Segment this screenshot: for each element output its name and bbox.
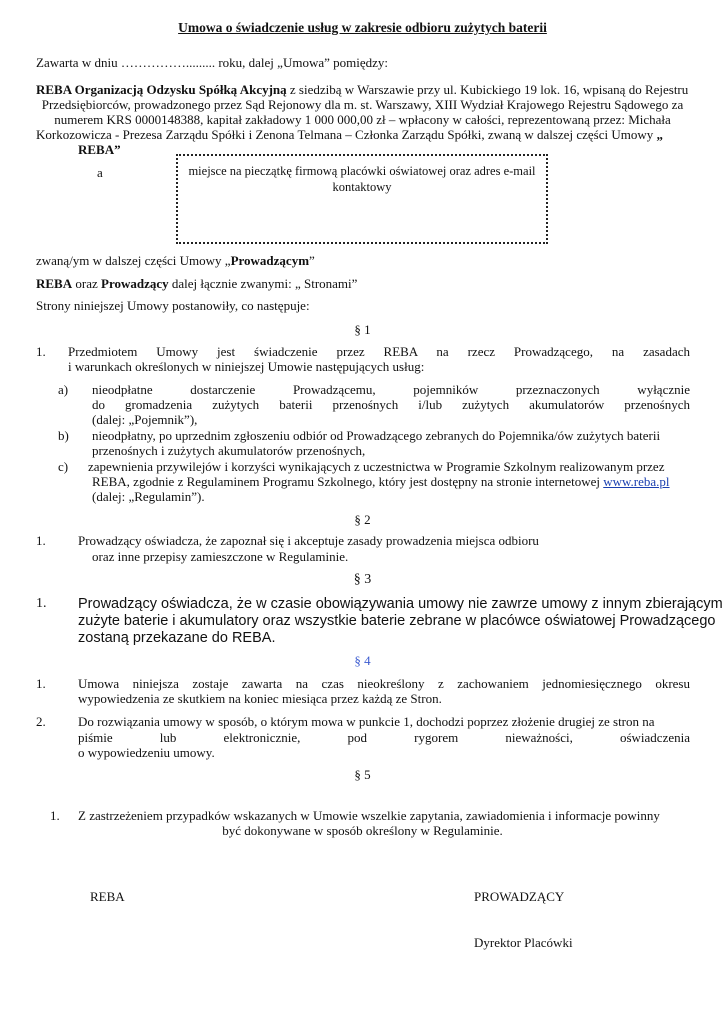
- reba-party-line-5: REBA”: [78, 142, 121, 157]
- signature-right-label: PROWADZĄCY: [474, 889, 565, 904]
- section-4-p2-line-1: Do rozwiązania umowy w sposób, o którym mowa w punkcie 1, dochodzi poprzez złożenie drugiej ze stron na: [78, 714, 655, 729]
- section-1-num: 1.: [36, 344, 46, 359]
- section-4-heading: § 4: [354, 653, 371, 668]
- section-4-p2-line-3: o wypowiedzeniu umowy.: [78, 745, 215, 760]
- stamp-box-text: miejsce na pieczątkę firmową placówki oświatowej oraz adres e-mail kontaktowy: [188, 164, 536, 194]
- section-5-line-1: Z zastrzeżeniem przypadków wskazanych w Umowie wszelkie zapytania, zawiadomienia i informacje powinny: [78, 808, 660, 823]
- item-a-line-2: do gromadzenia zużytych baterii przenośnych i/lub zużytych akumulatorów przenośnych: [92, 397, 690, 412]
- operator-line: zwaną/ym w dalszej części Umowy „Prowadzącym”: [36, 253, 315, 268]
- item-c-label: c): [58, 459, 69, 474]
- and-label: a: [97, 165, 103, 180]
- section-2-heading: § 2: [354, 512, 371, 527]
- item-b-label: b): [58, 428, 69, 443]
- item-b-line-1: nieodpłatny, po uprzednim zgłoszeniu odbiór od Prowadzącego zebranych do Pojemnika/ów zużytych baterii: [92, 428, 661, 443]
- item-c-line-1: zapewnienia przywilejów i korzyści wynikających z uczestnictwa w Programie Szkolnym realizowanym przez: [88, 459, 665, 474]
- reba-party-line-2: Przedsiębiorców, prowadzonego przez Sąd Rejonowy dla m. st. Warszawy, XIII Wydział Krajowego Rejestru Sądowego za: [41, 97, 684, 112]
- parties-line: REBA oraz Prowadzący dalej łącznie zwanymi: „ Stronami”: [36, 276, 358, 291]
- section-4-p2-num: 2.: [36, 714, 46, 729]
- intro-line: Zawarta w dniu ……………......... roku, dalej „Umowa” pomiędzy:: [36, 55, 388, 70]
- section-2-line-1: Prowadzący oświadcza, że zapoznał się i akceptuje zasady prowadzenia miejsca odbioru: [78, 533, 539, 548]
- section-5-heading: § 5: [354, 767, 371, 782]
- agree-line: Strony niniejszej Umowy postanowiły, co następuje:: [36, 298, 310, 313]
- section-2-num: 1.: [36, 533, 46, 548]
- item-b-line-2: przenośnych i zużytych akumulatorów przenośnych,: [92, 443, 366, 458]
- section-5-line-2: być dokonywane w sposób określony w Regulaminie.: [222, 823, 503, 838]
- section-4-p1-line-1: Umowa niniejsza zostaje zawarta na czas nieokreślony z zachowaniem jednomiesięcznego okresu: [78, 676, 690, 691]
- item-a-label: a): [58, 382, 69, 397]
- signature-left-label: REBA: [90, 889, 125, 904]
- reba-party-line-1: REBA Organizacją Odzysku Spółką Akcyjną z siedzibą w Warszawie przy ul. Kubickiego 19 lok. 16, wpisaną do Rejestru: [36, 82, 689, 97]
- item-c-line-2: REBA, zgodnie z Regulaminem Programu Szkolnego, który jest dostępny na stronie internetowej www.reba.pl: [92, 474, 670, 489]
- stamp-box[interactable]: [176, 154, 548, 244]
- item-a-line-1: nieodpłatne dostarczenie Prowadzącemu, pojemników przeznaczonych wyłącznie: [92, 382, 690, 397]
- section-4-p1-num: 1.: [36, 676, 46, 691]
- section-3-num: 1.: [36, 596, 47, 611]
- reba-party-line-4: Korkozowicza - Prezesa Zarządu Spółki i Zenona Telmana – Członka Zarządu Spółki, zwaną w dalszej części Umowy „: [36, 127, 663, 142]
- section-2-line-2: oraz inne przepisy zamieszczone w Regulaminie.: [92, 549, 349, 564]
- item-c-line-3: (dalej: „Regulamin”).: [92, 489, 205, 504]
- section-3-line-2: zużyte baterie i akumulatory oraz wszystkie baterie zebrane w placówce oświatowej Prowadzącego: [78, 613, 716, 629]
- reba-website-link[interactable]: www.reba.pl: [603, 474, 670, 489]
- section-1-line-1: Przedmiotem Umowy jest świadczenie przez REBA na rzecz Prowadzącego, na zasadach: [68, 344, 690, 359]
- section-1-line-2: i warunkach określonych w niniejszej Umowie następujących usług:: [68, 359, 425, 374]
- section-5-num: 1.: [50, 808, 60, 823]
- reba-name: REBA Organizacją Odzysku Spółką Akcyjną: [36, 82, 287, 97]
- section-4-p2-line-2: piśmie lub elektronicznie, pod rygorem nieważności, oświadczenia: [78, 730, 690, 745]
- section-3-line-1: Prowadzący oświadcza, że w czasie obowiązywania umowy nie zawrze umowy z innym zbierającym: [78, 596, 723, 612]
- section-1-heading: § 1: [354, 322, 371, 337]
- section-3-heading: § 3: [353, 572, 372, 587]
- section-4-p1-line-2: wypowiedzenia ze skutkiem na koniec miesiąca przez każdą ze Stron.: [78, 691, 442, 706]
- document-title: Umowa o świadczenie usług w zakresie odbioru zużytych baterii: [178, 20, 547, 35]
- item-a-line-3: (dalej: „Pojemnik”),: [92, 412, 198, 427]
- section-3-line-3: zostaną przekazane do REBA.: [78, 630, 276, 646]
- reba-party-line-3: numerem KRS 0000148388, kapitał zakładowy 1 000 000,00 zł – wpłacony w całości, reprezentowaną przez: Michała: [54, 112, 671, 127]
- signature-right-subtitle: Dyrektor Placówki: [474, 935, 573, 950]
